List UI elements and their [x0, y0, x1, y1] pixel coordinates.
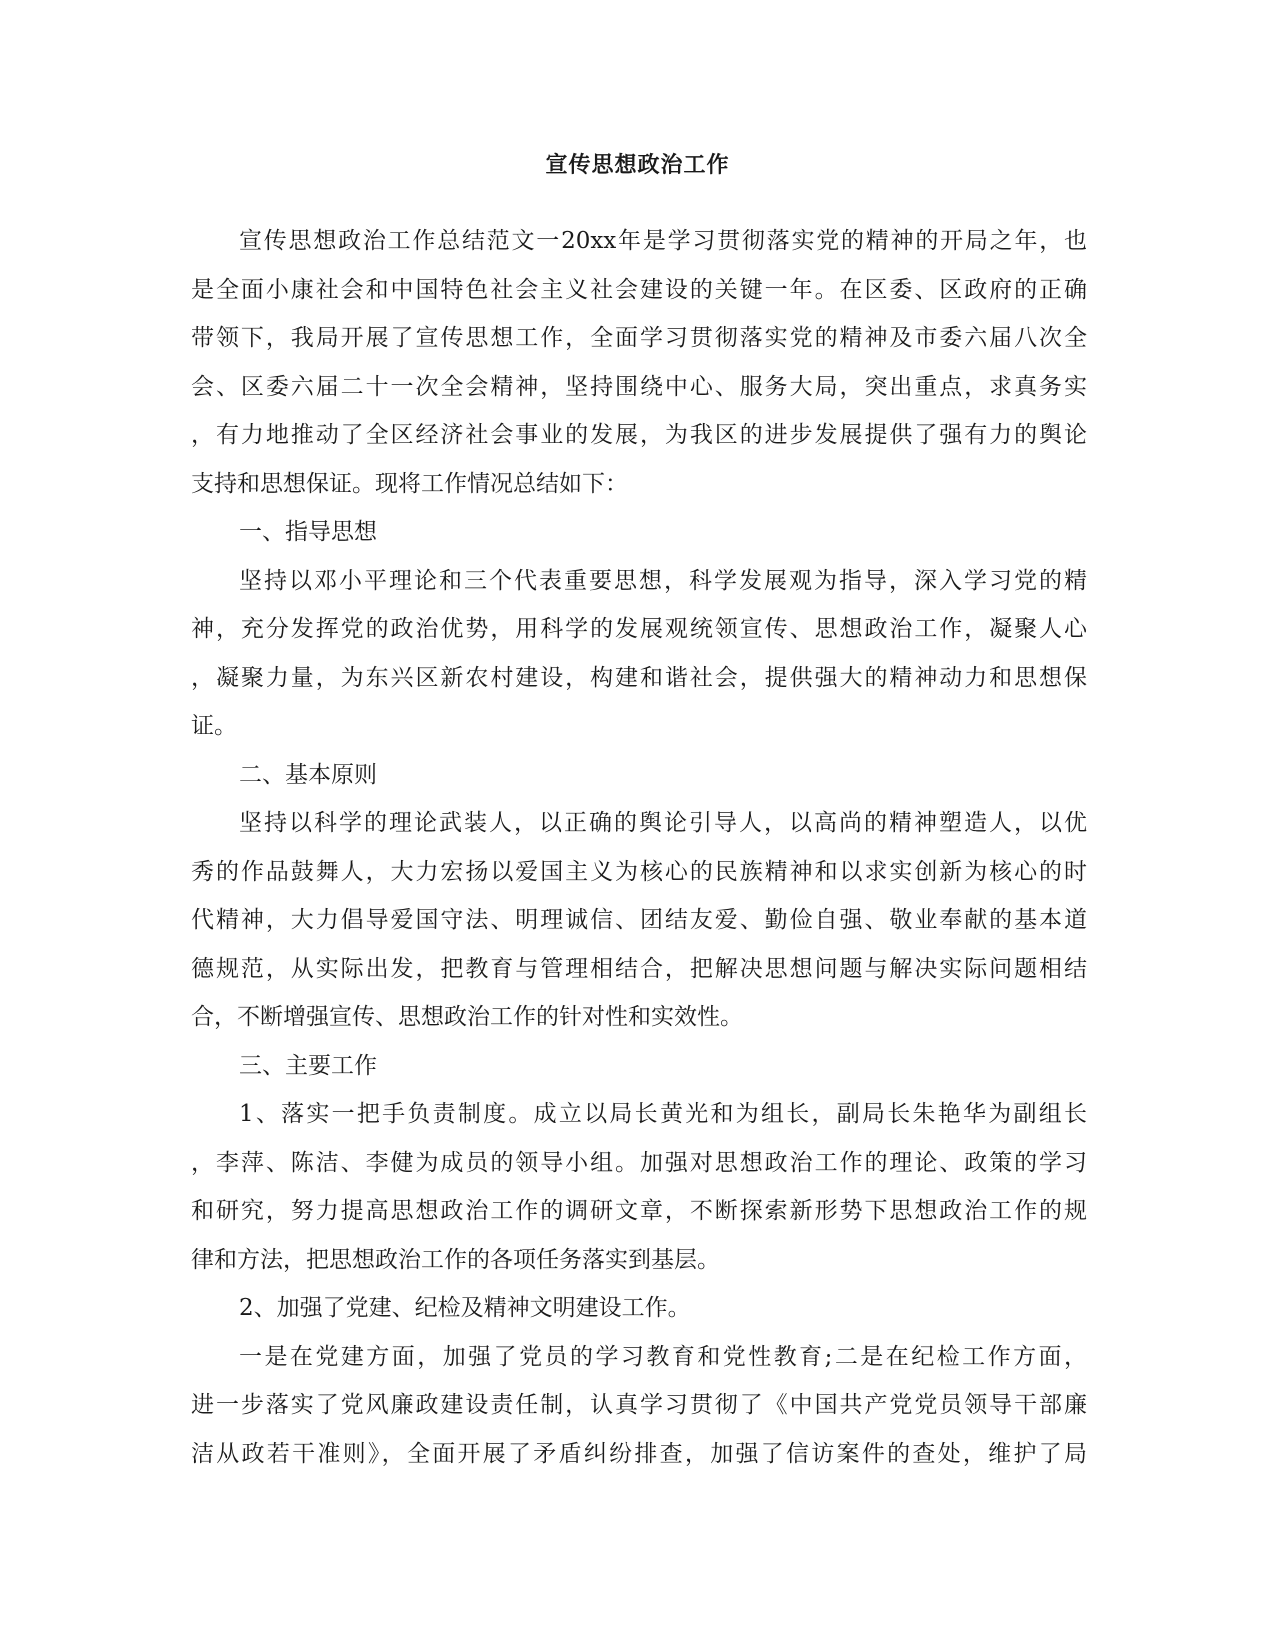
text-line: 洁从政若干准则》，全面开展了矛盾纠纷排查，加强了信访案件的查处，维护了局 [191, 1440, 1087, 1467]
text-line: 秀的作品鼓舞人，大力宏扬以爱国主义为核心的民族精神和以求实创新为核心的时 [191, 858, 1087, 885]
document-body [191, 217, 1087, 1478]
text-line: 和研究，努力提高思想政治工作的调研文章，不断探索新形势下思想政治工作的规 [191, 1198, 1087, 1224]
text-line: 支持和思想保证。现将工作情况总结如下： [191, 470, 628, 497]
text-line: 证。 [191, 713, 237, 739]
text-line: 三、主要工作 [239, 1052, 377, 1079]
text-line: 一、指导思想 [239, 519, 377, 545]
text-line: 坚持以科学的理论武装人，以正确的舆论引导人，以高尚的精神塑造人，以优 [239, 810, 1087, 836]
text-line: 会、区委六届二十一次全会精神，坚持围绕中心、服务大局，突出重点，求真务实 [191, 373, 1087, 400]
text-line: 2、加强了党建、纪检及精神文明建设工作。 [239, 1295, 691, 1321]
document-title: 宣传思想政治工作 [545, 152, 730, 178]
text-line: 二、基本原则 [239, 761, 377, 788]
text-line: ，李萍、陈洁、李健为成员的领导小组。加强对思想政治工作的理论、政策的学习 [191, 1149, 1087, 1176]
text-line: ，有力地推动了全区经济社会事业的发展，为我区的进步发展提供了强有力的舆论 [191, 422, 1087, 448]
text-line: 代精神，大力倡导爱国守法、明理诚信、团结友爱、勤俭自强、敬业奉献的基本道 [191, 907, 1087, 933]
text-line: 律和方法，把思想政治工作的各项任务落实到基层。 [191, 1246, 720, 1273]
text-line: 一是在党建方面，加强了党员的学习教育和党性教育;二是在纪检工作方面， [239, 1343, 1087, 1370]
text-line: 合，不断增强宣传、思想政治工作的针对性和实效性。 [191, 1004, 743, 1030]
text-line: ，凝聚力量，为东兴区新农村建设，构建和谐社会，提供强大的精神动力和思想保 [191, 664, 1087, 691]
text-line: 宣传思想政治工作总结范文一20xx年是学习贯彻落实党的精神的开局之年，也 [239, 228, 1087, 254]
text-line: 进一步落实了党风廉政建设责任制，认真学习贯彻了《中国共产党党员领导干部廉 [191, 1392, 1087, 1418]
text-line: 神，充分发挥党的政治优势，用科学的发展观统领宣传、思想政治工作，凝聚人心 [191, 616, 1087, 642]
text-line: 德规范，从实际出发，把教育与管理相结合，把解决思想问题与解决实际问题相结 [191, 955, 1087, 982]
text-line: 带领下，我局开展了宣传思想工作，全面学习贯彻落实党的精神及市委六届八次全 [191, 325, 1087, 351]
text-line: 1、落实一把手负责制度。成立以局长黄光和为组长，副局长朱艳华为副组长 [239, 1101, 1087, 1127]
text-line: 是全面小康社会和中国特色社会主义社会建设的关键一年。在区委、区政府的正确 [191, 276, 1087, 303]
text-line: 坚持以邓小平理论和三个代表重要思想，科学发展观为指导，深入学习党的精 [239, 567, 1087, 594]
